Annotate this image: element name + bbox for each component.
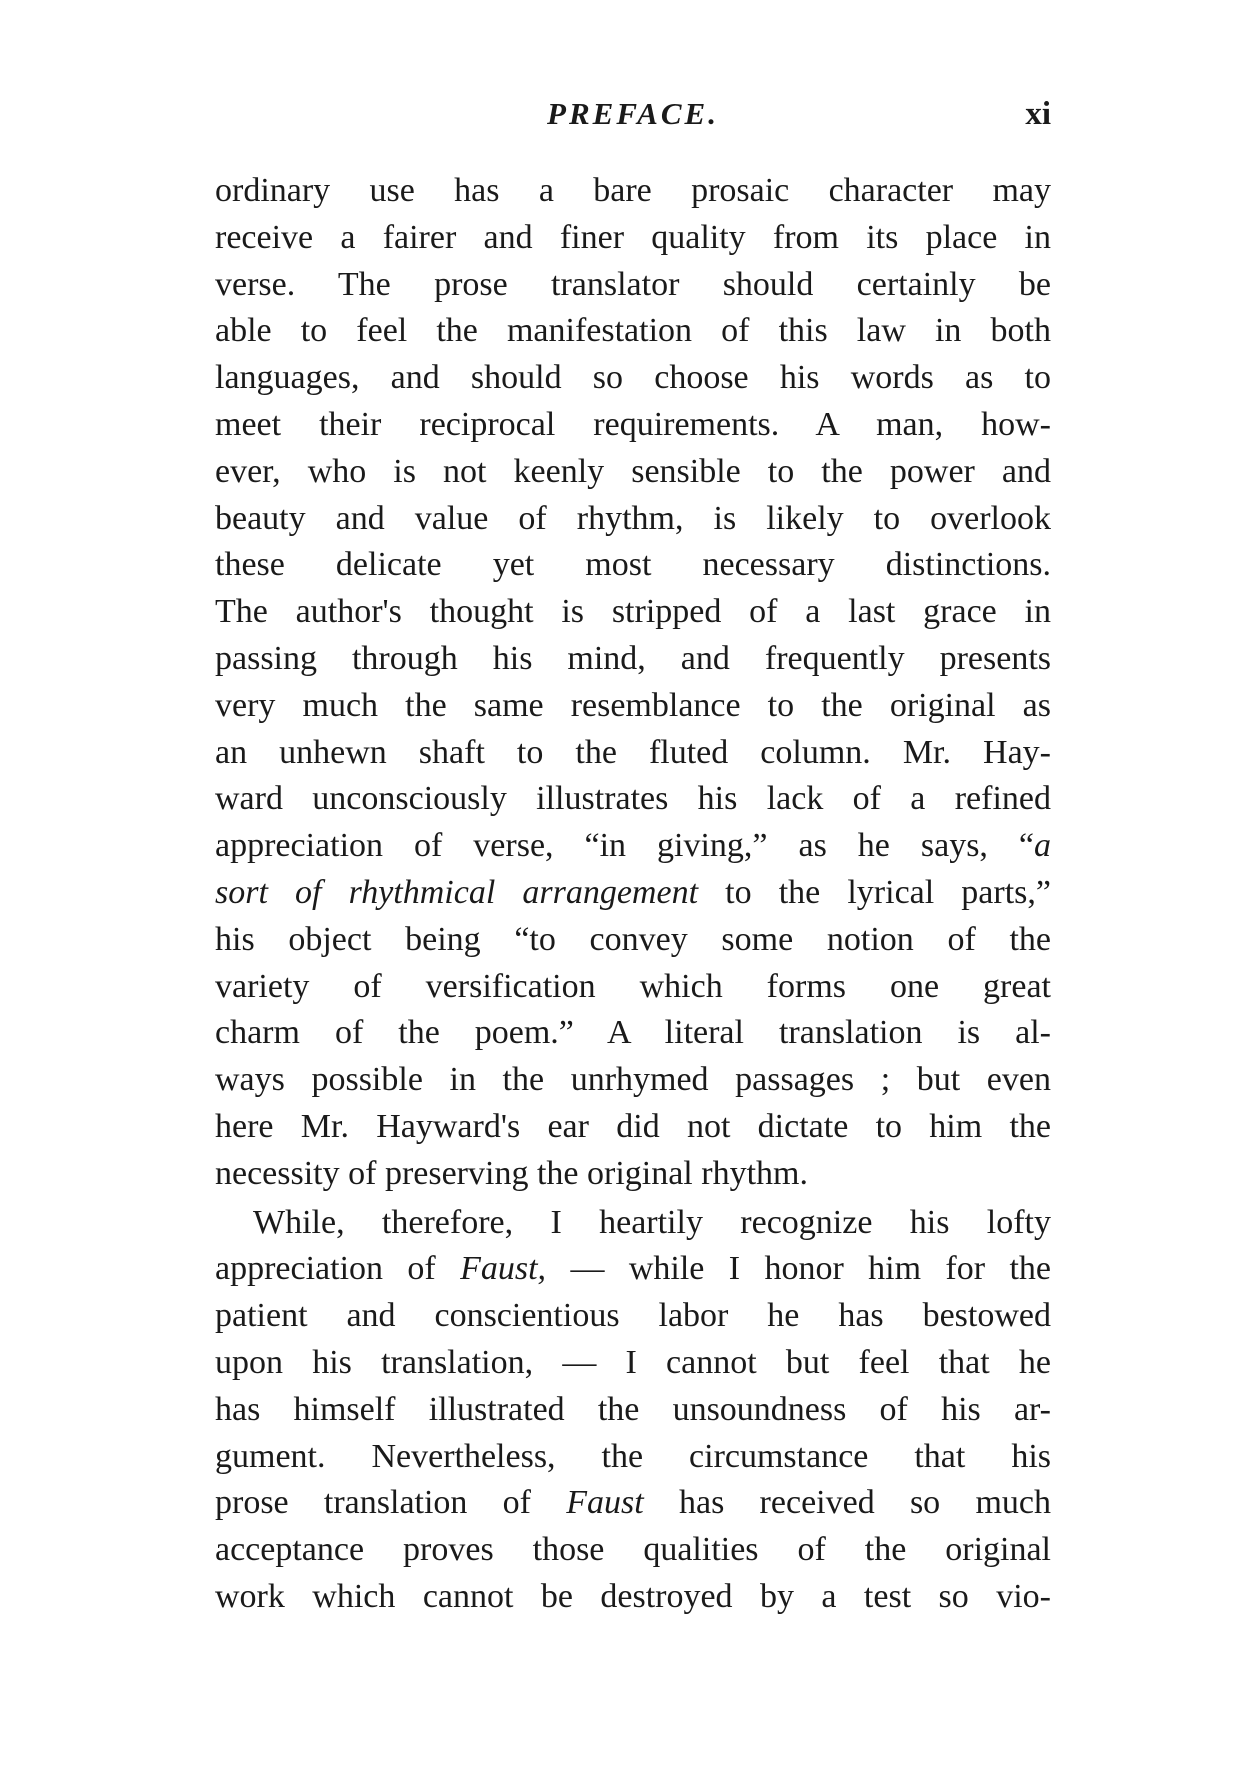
body-text: [215, 168, 1051, 1621]
line-segment: to the lyrical parts,”: [698, 873, 1051, 911]
text-line: ordinary use has a bare prosaic character may: [215, 172, 1051, 209]
text-line: The author's thought is stripped of a last grace in: [215, 593, 1051, 631]
text-line: work which cannot be destroyed by a test so vio-: [215, 1577, 1051, 1615]
text-line: variety of versification which forms one great: [215, 967, 1051, 1005]
line-segment: prose translation of: [215, 1484, 567, 1522]
text-line: [215, 1480, 1051, 1527]
text-line: While, therefore, I heartily recognize his lofty: [253, 1203, 1051, 1241]
italic-fragment: Faust: [566, 1484, 644, 1522]
text-line: ways possible in the unrhymed passages ; but even: [215, 1061, 1051, 1099]
running-title: PREFACE.: [547, 96, 719, 131]
line-segment: has received so much: [643, 1484, 1051, 1522]
italic-fragment: a: [1034, 827, 1051, 865]
italic-fragment: sort of rhythmical arrangement: [215, 873, 699, 911]
text-line: [215, 823, 1051, 870]
text-line: passing through his mind, and frequently presents: [215, 639, 1051, 677]
text-line: acceptance proves those qualities of the original: [215, 1531, 1051, 1569]
line-segment: — while I honor him for the: [546, 1250, 1051, 1288]
text-line: [215, 870, 1051, 917]
paragraph-1: [215, 168, 1051, 1198]
text-line: these delicate yet most necessary distinctions.: [215, 546, 1051, 584]
text-line: an unhewn shaft to the fluted column. Mr. Hay-: [215, 733, 1051, 771]
text-line: receive a fairer and finer quality from its place in: [215, 218, 1051, 256]
text-line: upon his translation, — I cannot but feel that he: [215, 1343, 1051, 1381]
text-line: gument. Nevertheless, the circumstance that his: [215, 1437, 1051, 1475]
text-line: verse. The prose translator should certainly be: [215, 265, 1051, 303]
text-line: necessity of preserving the original rhythm.: [215, 1154, 808, 1192]
text-line: ever, who is not keenly sensible to the power and: [215, 452, 1051, 490]
text-line: languages, and should so choose his words as to: [215, 359, 1051, 397]
text-line: patient and conscientious labor he has bestowed: [215, 1297, 1051, 1335]
text-line: very much the same resemblance to the original as: [215, 686, 1051, 724]
line-segment: appreciation of: [215, 1250, 461, 1288]
text-line: meet their reciprocal requirements. A man, how-: [215, 405, 1051, 443]
text-line: [215, 1246, 1051, 1293]
text-line: able to feel the manifestation of this law in both: [215, 312, 1051, 350]
italic-fragment: Faust,: [460, 1250, 547, 1288]
text-line: beauty and value of rhythm, is likely to overlook: [215, 499, 1051, 537]
page-number: xi: [1025, 96, 1051, 132]
text-line: here Mr. Hayward's ear did not dictate to him the: [215, 1107, 1051, 1145]
text-line: ward unconsciously illustrates his lack of a refined: [215, 780, 1051, 818]
text-line: his object being “to convey some notion of the: [215, 920, 1051, 958]
running-head: [215, 96, 1051, 146]
paragraph-2: [215, 1200, 1051, 1621]
text-line: has himself illustrated the unsoundness of his ar-: [215, 1390, 1051, 1428]
line-segment: appreciation of verse, “in giving,” as he says, “: [215, 827, 1034, 865]
text-line: charm of the poem.” A literal translation is al-: [215, 1014, 1051, 1052]
